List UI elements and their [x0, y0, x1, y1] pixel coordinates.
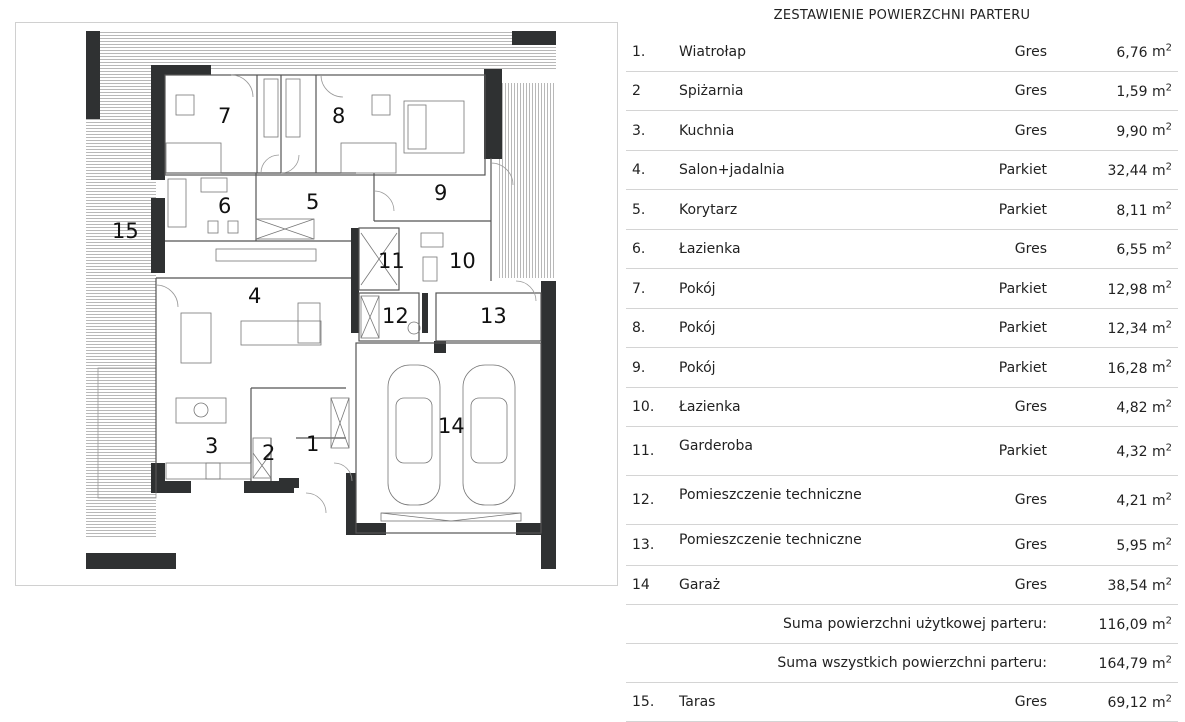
- room-number-11: 11: [378, 249, 405, 273]
- row-number: 13.: [632, 537, 655, 553]
- furniture: [166, 79, 521, 521]
- room-name: Pomieszczenie techniczne: [679, 487, 862, 504]
- area-unit: $m^2$: [1147, 615, 1172, 633]
- room-number-13: 13: [480, 304, 507, 328]
- area-table: [626, 32, 1178, 722]
- area-value: [1116, 240, 1172, 258]
- floor-finish: Parkiet: [998, 201, 1047, 218]
- table-row: [626, 151, 1178, 190]
- area-unit: $m^2$: [1147, 536, 1172, 554]
- room-number-5: 5: [306, 190, 320, 214]
- room-number-12: 12: [382, 304, 409, 328]
- area-value: [1107, 161, 1172, 179]
- row-number: 5.: [632, 201, 646, 218]
- room-name: Wiatrołap: [679, 43, 746, 60]
- area-number: 69,12: [1107, 694, 1148, 711]
- area-number: 32,44: [1107, 162, 1148, 179]
- area-unit: $m^2$: [1147, 491, 1172, 509]
- floor-finish: Parkiet: [998, 359, 1047, 376]
- row-number: 3.: [632, 122, 646, 139]
- area-value: [1116, 43, 1172, 61]
- table-row: [626, 72, 1178, 111]
- row-number: 7.: [632, 280, 646, 297]
- area-value: [1116, 82, 1172, 100]
- table-row: [626, 309, 1178, 348]
- area-number: 12,98: [1107, 281, 1148, 298]
- floor-finish: Gres: [1014, 241, 1047, 257]
- table-row: [626, 230, 1178, 269]
- floor-finish: Parkiet: [998, 320, 1047, 336]
- room-number-9: 9: [434, 181, 448, 205]
- room-name: Garaż: [679, 577, 721, 593]
- area-unit: $m^2$: [1147, 161, 1172, 179]
- table-row: [626, 32, 1178, 72]
- room-name: Garderoba: [679, 438, 753, 455]
- area-number: 6,76: [1116, 44, 1148, 61]
- room-number-4: 4: [248, 284, 262, 308]
- area-unit: $m^2$: [1147, 200, 1172, 219]
- table-row: [626, 269, 1178, 309]
- floor-finish: Parkiet: [998, 280, 1047, 297]
- area-value: [1116, 442, 1172, 460]
- room-name: Łazienka: [679, 241, 741, 257]
- table-row: [626, 525, 1178, 566]
- room-number-7: 7: [218, 104, 232, 128]
- area-unit: $m^2$: [1147, 279, 1172, 298]
- sum-row: [626, 605, 1178, 644]
- row-number: 8.: [632, 320, 646, 336]
- room-number-15: 15: [112, 219, 139, 243]
- floor-finish: Parkiet: [998, 162, 1047, 178]
- room-numbers: [112, 104, 507, 465]
- area-number: 12,34: [1107, 320, 1148, 337]
- row-number: 14: [632, 577, 650, 593]
- area-value: [1116, 491, 1172, 509]
- floor-finish: Gres: [1014, 537, 1047, 553]
- row-number: 4.: [632, 162, 646, 178]
- area-number: 5,95: [1116, 537, 1148, 554]
- row-number: 10.: [632, 399, 655, 415]
- sum-label: Suma powierzchni użytkowej parteru:: [783, 616, 1047, 632]
- room-number-10: 10: [449, 249, 476, 273]
- floor-finish: Gres: [1014, 577, 1047, 593]
- room-name: Korytarz: [679, 201, 738, 218]
- area-number: 1,59: [1116, 83, 1148, 100]
- room-number-2: 2: [262, 441, 276, 465]
- sum-row: [626, 644, 1178, 683]
- room-name: Łazienka: [679, 399, 741, 415]
- room-name: Spiżarnia: [679, 83, 744, 99]
- area-number: 16,28: [1107, 360, 1148, 377]
- room-name: Pokój: [679, 280, 716, 297]
- area-unit: $m^2$: [1147, 42, 1172, 61]
- floor-finish: Gres: [1014, 43, 1047, 60]
- row-number: 6.: [632, 241, 646, 257]
- row-number: 11.: [632, 443, 655, 459]
- area-unit: $m^2$: [1147, 576, 1172, 594]
- table-row: [626, 388, 1178, 427]
- room-number-6: 6: [218, 194, 232, 218]
- area-value: [1099, 654, 1172, 672]
- area-unit: $m^2$: [1147, 693, 1172, 711]
- area-unit: $m^2$: [1147, 240, 1172, 258]
- area-value: [1116, 122, 1172, 140]
- area-number: 4,21: [1116, 492, 1148, 509]
- area-number: 164,79: [1098, 655, 1148, 672]
- terrace-row: [626, 683, 1178, 722]
- area-unit: $m^2$: [1147, 654, 1172, 672]
- row-number: 1.: [632, 43, 646, 60]
- room-number-1: 1: [306, 432, 320, 456]
- room-name: Kuchnia: [679, 122, 735, 139]
- room-name: Pomieszczenie techniczne: [679, 532, 862, 549]
- area-number: 8,11: [1116, 202, 1148, 219]
- floor-finish: Gres: [1014, 694, 1047, 710]
- area-number: 4,32: [1116, 443, 1148, 460]
- floor-plan: [16, 23, 617, 585]
- area-unit: $m^2$: [1147, 442, 1172, 460]
- area-unit: $m^2$: [1147, 358, 1172, 377]
- area-number: 38,54: [1107, 577, 1148, 594]
- area-value: [1116, 201, 1172, 219]
- table-row: [626, 566, 1178, 605]
- area-value: [1107, 576, 1172, 594]
- floor-finish: Gres: [1014, 399, 1047, 415]
- room-name: Pokój: [679, 359, 716, 376]
- row-number: 9.: [632, 359, 646, 376]
- floor-finish: Gres: [1014, 492, 1047, 508]
- row-number: 15.: [632, 694, 655, 710]
- room-name: Pokój: [679, 320, 716, 336]
- area-value: [1116, 536, 1172, 554]
- floor-finish: Gres: [1014, 83, 1047, 99]
- floor-finish: Parkiet: [998, 443, 1047, 459]
- room-number-14: 14: [438, 414, 465, 438]
- area-value: [1099, 615, 1172, 633]
- room-name: Taras: [679, 694, 716, 710]
- area-value: [1107, 319, 1172, 337]
- table-title: ZESTAWIENIE POWIERZCHNI PARTERU: [773, 8, 1031, 23]
- floor-plan-frame: [15, 22, 618, 586]
- area-number: 116,09: [1098, 616, 1148, 633]
- area-unit: $m^2$: [1147, 319, 1172, 337]
- table-row: [626, 190, 1178, 230]
- table-row: [626, 111, 1178, 151]
- area-value: [1107, 280, 1172, 298]
- table-row: [626, 427, 1178, 476]
- area-value: [1116, 398, 1172, 416]
- table-row: [626, 348, 1178, 388]
- floor-finish: Gres: [1014, 122, 1047, 139]
- sum-label: Suma wszystkich powierzchni parteru:: [777, 655, 1047, 671]
- area-unit: $m^2$: [1147, 82, 1172, 100]
- area-value: [1107, 693, 1172, 711]
- area-number: 4,82: [1116, 399, 1148, 416]
- room-name: Salon+jadalnia: [679, 162, 785, 178]
- row-number: 2: [632, 83, 641, 99]
- table-row: [626, 476, 1178, 525]
- room-number-3: 3: [205, 434, 219, 458]
- room-number-8: 8: [332, 104, 346, 128]
- area-number: 9,90: [1116, 123, 1148, 140]
- area-unit: $m^2$: [1147, 121, 1172, 140]
- area-value: [1107, 359, 1172, 377]
- area-number: 6,55: [1116, 241, 1148, 258]
- area-unit: $m^2$: [1147, 398, 1172, 416]
- row-number: 12.: [632, 492, 655, 508]
